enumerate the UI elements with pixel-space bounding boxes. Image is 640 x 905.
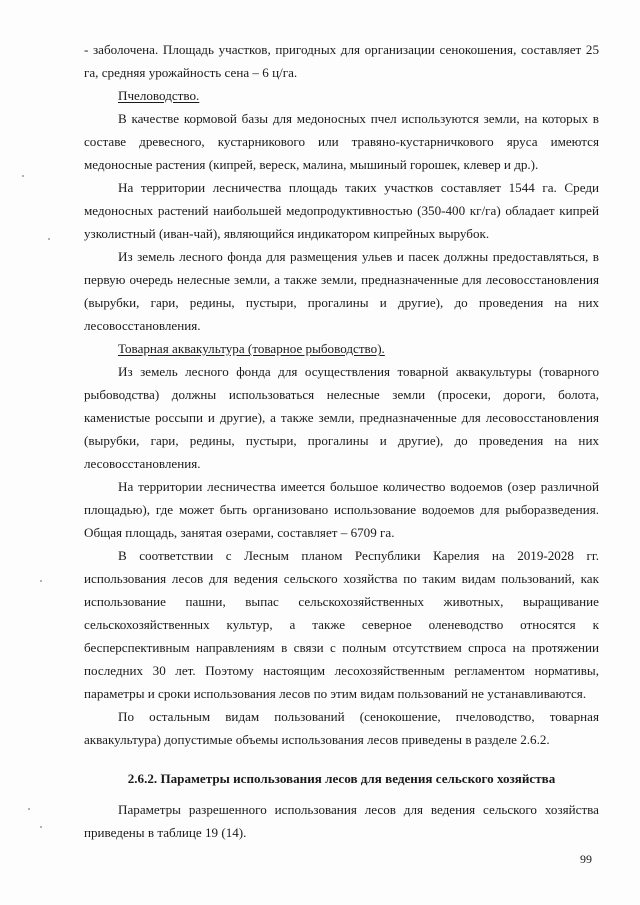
paragraph-forest-plan: В соответствии с Лесным планом Республики Карелия на 2019-2028 гг. использования лесов для ведения сельского хозяйства по таким видам пользований, как использование пашни, выпас сельскохозяйственных животных, выращивание сельскохозяйственных культур, а также северное оленеводство относятся к бесперспективным направлениям в связи с полным отсутствием спроса на протяжении последних 30 лет. Поэтому настоящим лесохозяйственным регламентом нормативы, параметры и сроки использования лесов по этим видам пользований не устанавливаются. <box>84 548 599 701</box>
scan-speck <box>40 580 42 582</box>
paragraph-other-uses: По остальным видам пользований (сенокошение, пчеловодство, товарная аквакультура) допустимые объемы использования лесов приведены в разделе 2.6.2. <box>84 709 599 747</box>
page-content <box>84 38 599 844</box>
paragraph-table-reference: Параметры разрешенного использования лесов для ведения сельского хозяйства приведены в таблице 19 (14). <box>84 802 599 840</box>
subheading-aquaculture: Товарная аквакультура (товарное рыбоводство). <box>118 341 385 356</box>
paragraph-aquaculture-land: Из земель лесного фонда для осуществления товарной аквакультуры (товарного рыбоводства) должны использоваться нелесные земли (просеки, дороги, болота, каменистые россыпи и другие), а также земли, предназначенные для лесовосстановления (вырубки, гари, редины, пустыри, прогалины и другие), до проведения на них лесовосстановления. <box>84 364 599 471</box>
scan-speck <box>22 175 24 177</box>
scan-speck <box>48 238 50 240</box>
paragraph-honey-area: На территории лесничества площадь таких участков составляет 1544 га. Среди медоносных растений наибольшей медопродуктивностью (350-400 кг/га) обладает кипрей узколистный (иван-чай), являющийся индикатором кипрейных вырубок. <box>84 180 599 241</box>
paragraph-bee-forage: В качестве кормовой базы для медоносных пчел используются земли, на которых в составе древесного, кустарникового или травяно-кустарничкового яруса имеются медоносные растения (кипрей, вереск, малина, мышиный горошек, клевер и др.). <box>84 111 599 172</box>
page-number: 99 <box>580 852 592 866</box>
section-heading: 2.6.2. Параметры использования лесов для ведения сельского хозяйства <box>127 771 556 786</box>
paragraph-lakes: На территории лесничества имеется большое количество водоемов (озер различной площадью), где может быть организовано использование водоемов для рыборазведения. Общая площадь, занятая озерами, составляет – 6709 га. <box>84 479 599 540</box>
paragraph-hay-summary: - заболочена. Площадь участков, пригодных для организации сенокошения, составляет 25 га, средняя урожайность сена – 6 ц/га. <box>84 42 599 80</box>
subheading-beekeeping: Пчеловодство. <box>118 88 200 103</box>
paragraph-apiary-land: Из земель лесного фонда для размещения ульев и пасек должны предоставляться, в первую очередь нелесные земли, а также земли, предназначенные для лесовосстановления (вырубки, гари, редины, пустыри, прогалины и другие), до проведения на них лесовосстановления. <box>84 249 599 333</box>
scan-speck <box>28 808 30 810</box>
scan-speck <box>40 826 42 828</box>
